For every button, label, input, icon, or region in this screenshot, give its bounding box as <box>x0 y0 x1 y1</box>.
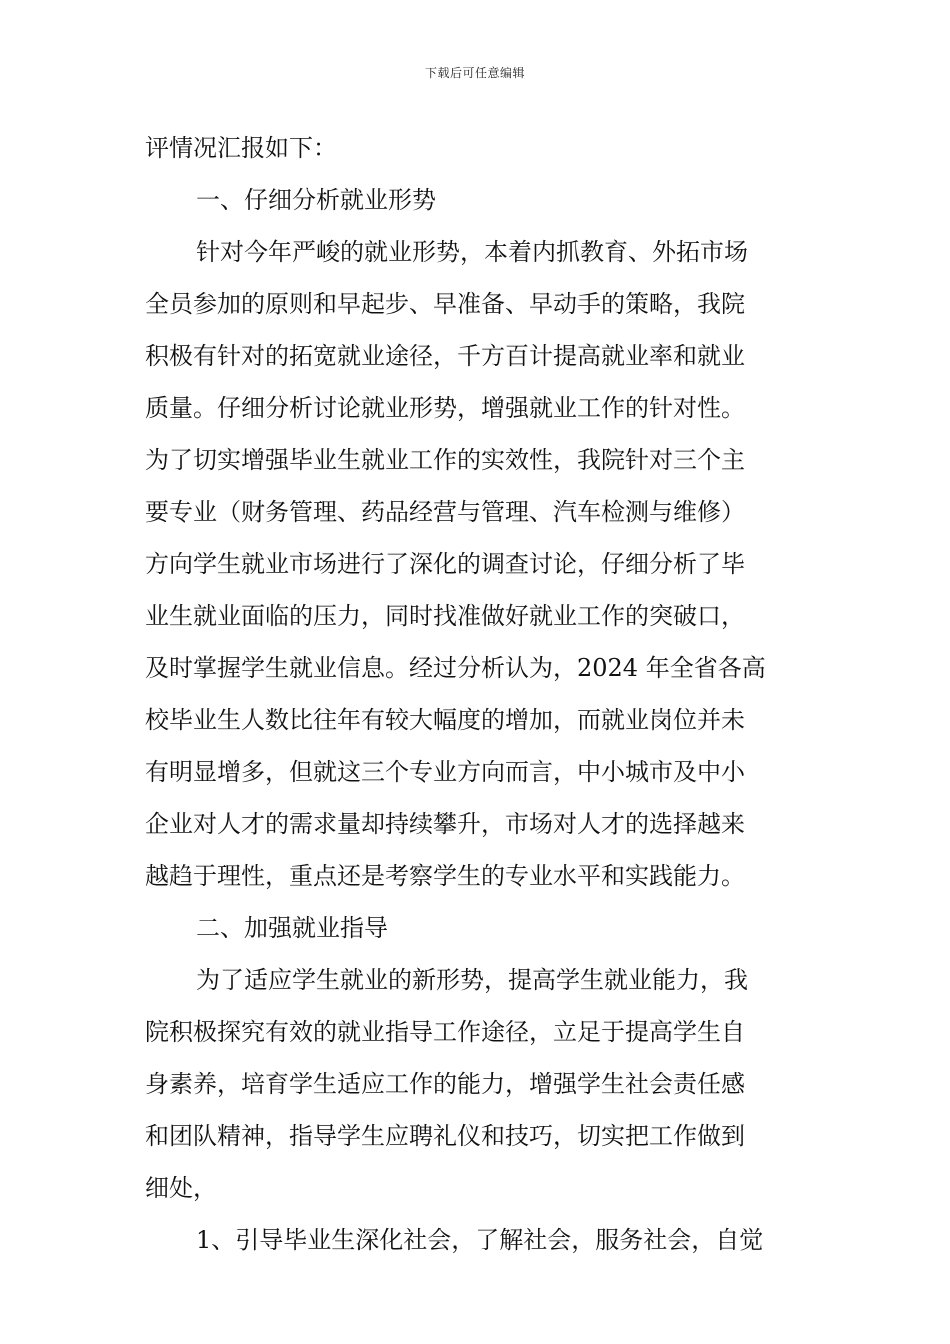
text-line: 和团队精神，指导学生应聘礼仪和技巧，切实把工作做到 <box>145 1122 745 1150</box>
text-line: 有明显增多，但就这三个专业方向而言，中小城市及中小 <box>145 758 745 786</box>
text-line: 评情况汇报如下： <box>145 134 337 162</box>
list-item-1: 1、引导毕业生深化社会，了解社会，服务社会，自觉 <box>196 1226 764 1254</box>
text-line: 校毕业生人数比往年有较大幅度的增加，而就业岗位并未 <box>145 706 745 734</box>
text-line: 针对今年严峻的就业形势，本着内抓教育、外拓市场 <box>196 238 748 266</box>
text-line: 身素养，培育学生适应工作的能力，增强学生社会责任感 <box>145 1070 745 1098</box>
page-header-note: 下载后可任意编辑 <box>424 66 525 80</box>
section-heading-1: 一、仔细分析就业形势 <box>196 186 436 214</box>
text-line: 及时掌握学生就业信息。经过分析认为，2024 年全省各高 <box>145 654 766 682</box>
text-line: 为了适应学生就业的新形势，提高学生就业能力，我 <box>196 966 748 994</box>
text-line: 越趋于理性，重点还是考察学生的专业水平和实践能力。 <box>145 862 745 890</box>
document-body <box>145 122 815 1266</box>
text-line: 业生就业面临的压力，同时找准做好就业工作的突破口， <box>145 602 745 630</box>
text-line: 方向学生就业市场进行了深化的调查讨论，仔细分析了毕 <box>145 550 745 578</box>
text-line: 要专业（财务管理、药品经营与管理、汽车检测与维修） <box>145 498 745 526</box>
text-line: 为了切实增强毕业生就业工作的实效性，我院针对三个主 <box>145 446 745 474</box>
text-line: 积极有针对的拓宽就业途径，千方百计提高就业率和就业 <box>145 342 745 370</box>
text-line: 院积极探究有效的就业指导工作途径，立足于提高学生自 <box>145 1018 745 1046</box>
text-line: 企业对人才的需求量却持续攀升，市场对人才的选择越来 <box>145 810 745 838</box>
text-line: 质量。仔细分析讨论就业形势，增强就业工作的针对性。 <box>145 394 745 422</box>
section-heading-2: 二、加强就业指导 <box>196 914 388 942</box>
text-line: 全员参加的原则和早起步、早准备、早动手的策略，我院 <box>145 290 745 318</box>
text-line: 细处， <box>145 1174 217 1202</box>
